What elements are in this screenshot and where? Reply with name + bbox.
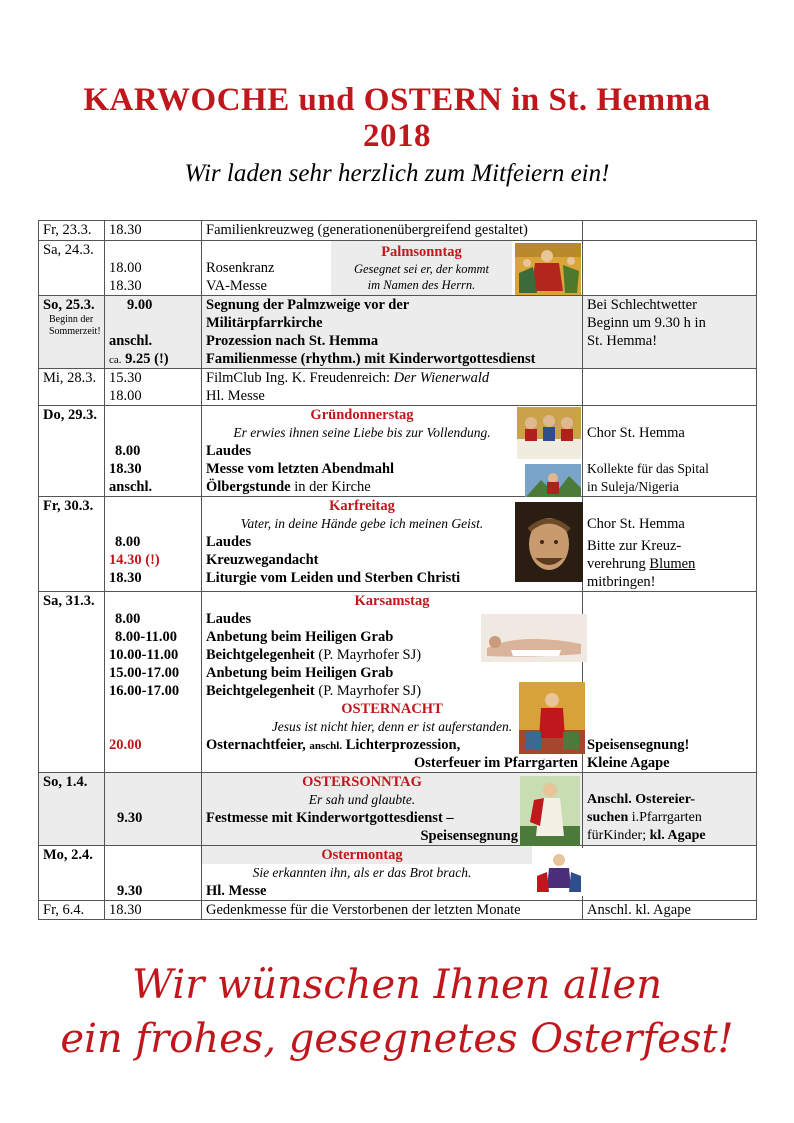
last-supper-painting-icon <box>517 407 581 459</box>
risen-christ-painting-icon <box>520 776 580 848</box>
day-cell <box>39 406 105 497</box>
time-label: 9.00 <box>127 297 153 313</box>
note-cell <box>583 406 757 497</box>
table-row <box>39 901 757 920</box>
feast-title: Gründonnerstag <box>310 407 414 423</box>
note-label: Chor St. Hemma <box>587 425 685 441</box>
day-label: Sa, 31.3. <box>43 593 95 609</box>
event-cell <box>202 296 583 369</box>
motto-line: Sie erkannten ihn, als er das Brot brach. <box>252 865 472 880</box>
event-label: Laudes <box>206 611 252 627</box>
event-label: VA-Messe <box>206 278 267 294</box>
time-label: 8.00 <box>115 611 141 627</box>
event-label: Hl. Messe <box>206 388 265 404</box>
time-cell <box>105 369 202 406</box>
event-cell <box>202 406 583 497</box>
christ-in-tomb-painting-icon <box>481 614 587 662</box>
event-label: (P. Mayrhofer SJ) <box>314 683 422 699</box>
day-label: Mo, 2.4. <box>43 847 93 863</box>
table-row <box>39 592 757 773</box>
feast-title: Ostermontag <box>321 847 403 863</box>
event-label: , <box>302 737 310 753</box>
motto-line: im Namen des Herrn. <box>367 278 476 292</box>
event-label: Anbetung beim Heiligen Grab <box>206 665 394 681</box>
table-row <box>39 406 757 497</box>
feast-title: OSTERSONNTAG <box>302 774 422 790</box>
note-cell <box>583 296 757 369</box>
note-label: Chor St. Hemma <box>587 516 685 532</box>
motto-line: Er erwies ihnen seine Liebe bis zur Vollendung. <box>233 425 491 440</box>
note-cell <box>583 846 757 901</box>
page-subtitle: Wir laden sehr herzlich zum Mitfeiern ein! <box>184 160 610 187</box>
event-label: Laudes <box>206 443 252 459</box>
feast-title: Palmsonntag <box>381 244 462 260</box>
time-label: 9.30 <box>117 810 143 826</box>
page-title-line1: KARWOCHE und OSTERN in St. Hemma <box>83 82 711 118</box>
film-title: Der Wienerwald <box>393 370 490 386</box>
note-link: Blumen <box>649 556 696 572</box>
day-note: Beginn der <box>49 314 94 325</box>
time-label: 8.00 <box>115 443 141 459</box>
day-note: Sommerzeit! <box>49 326 101 337</box>
resurrection-painting-icon <box>519 682 585 754</box>
time-cell <box>105 296 202 369</box>
event-label: Festmesse mit Kinderwortgottesdienst – <box>206 810 454 826</box>
day-cell <box>39 773 105 846</box>
time-label: 18.00 <box>109 388 142 404</box>
time-label: 18.30 <box>109 461 142 477</box>
table-row <box>39 221 757 241</box>
note-label: Speisensegnung! <box>587 737 690 753</box>
note-label: Kleine Agape <box>587 755 670 771</box>
table-row <box>39 773 757 846</box>
day-cell <box>39 846 105 901</box>
time-label: 14.30 (!) <box>109 552 160 568</box>
event-label: Beichtgelegenheit <box>206 683 315 699</box>
note-cell <box>583 221 757 241</box>
table-row <box>39 241 757 296</box>
event-label: Laudes <box>206 534 252 550</box>
day-label: So, 25.3. <box>43 297 95 313</box>
event-label: anschl. <box>309 740 343 752</box>
schedule-table <box>38 220 757 920</box>
note-cell: Anschl. kl. Agape <box>583 901 757 920</box>
event-cell: Familienkreuzweg (generationenübergreifend gestaltet) <box>202 221 583 241</box>
day-cell: Mi, 28.3. <box>39 369 105 406</box>
note-label: fürKinder; <box>587 828 650 843</box>
time-prefix: ca. <box>109 354 122 366</box>
feast-title: Karsamstag <box>354 593 430 609</box>
time-label: 18.30 <box>109 570 142 586</box>
note-cell <box>583 497 757 592</box>
time-label: 18.30 <box>109 278 142 294</box>
day-cell <box>39 241 105 296</box>
time-label: 16.00-17.00 <box>109 683 180 699</box>
time-label: 9.25 (!) <box>125 351 169 367</box>
note-label: Bei Schlechtwetter <box>587 297 697 313</box>
event-label: Militärpfarrkirche <box>206 315 323 331</box>
time-cell <box>105 497 202 592</box>
time-cell <box>105 241 202 296</box>
mount-of-olives-painting-icon <box>525 464 581 498</box>
event-cell <box>202 846 583 901</box>
note-label: Beginn um 9.30 h in <box>587 315 706 331</box>
note-label: suchen <box>587 810 629 825</box>
note-cell <box>583 773 757 846</box>
event-cell <box>202 241 583 296</box>
event-label: Lichterprozession, <box>342 737 461 753</box>
event-label: Segnung der Palmzweige vor der <box>206 297 410 313</box>
time-label: 18.00 <box>109 260 142 276</box>
event-label: Beichtgelegenheit <box>206 647 315 663</box>
note-label: kl. Agape <box>649 828 706 843</box>
time-label: 10.00-11.00 <box>109 647 179 663</box>
event-label: Prozession nach St. Hemma <box>206 333 379 349</box>
day-cell: Fr, 23.3. <box>39 221 105 241</box>
note-label: St. Hemma! <box>587 333 658 349</box>
time-label: anschl. <box>109 479 153 495</box>
note-label: i.Pfarrgarten <box>628 810 702 825</box>
day-label: Fr, 30.3. <box>43 498 94 514</box>
easter-greeting-line2: ein frohes, gesegnetes Osterfest! <box>60 1016 734 1062</box>
event-cell <box>202 369 583 406</box>
day-label: So, 1.4. <box>43 774 88 790</box>
event-cell <box>202 497 583 592</box>
event-label: (P. Mayrhofer SJ) <box>314 647 422 663</box>
day-cell <box>39 497 105 592</box>
event-label: Familienmesse (rhythm.) mit Kinderwortgottesdienst <box>206 351 536 367</box>
event-label: FilmClub Ing. K. Freudenreich: <box>206 370 394 386</box>
day-label: Sa, 24.3. <box>43 242 94 258</box>
time-label: anschl. <box>109 333 153 349</box>
event-label: Hl. Messe <box>206 883 267 899</box>
feast-title: Karfreitag <box>329 498 395 514</box>
time-cell <box>105 592 202 773</box>
easter-greeting-line1: Wir wünschen Ihnen allen <box>132 962 662 1008</box>
note-label: in Suleja/Nigeria <box>587 479 679 494</box>
time-cell <box>105 773 202 846</box>
table-row <box>39 369 757 406</box>
event-cell <box>202 592 583 773</box>
christ-crown-of-thorns-painting-icon <box>515 502 583 582</box>
page-title-line2: 2018 <box>363 118 431 154</box>
motto-line: Vater, in deine Hände gebe ich meinen Geist. <box>240 516 484 531</box>
palm-sunday-painting-icon <box>515 243 581 295</box>
event-label: Osternachtfeier <box>206 737 303 753</box>
time-label: 8.00-11.00 <box>115 629 178 645</box>
time-label: 9.30 <box>117 883 143 899</box>
time-cell: 18.30 <box>105 901 202 920</box>
day-cell: Fr, 6.4. <box>39 901 105 920</box>
time-label: 15.30 <box>109 370 142 386</box>
motto-line: Jesus ist nicht hier, denn er ist auferstanden. <box>271 719 513 734</box>
day-cell <box>39 296 105 369</box>
note-cell <box>583 241 757 296</box>
note-label: mitbringen! <box>587 574 656 590</box>
event-cell: Gedenkmesse für die Verstorbenen der letzten Monate <box>202 901 583 920</box>
feast-title: OSTERNACHT <box>341 701 443 717</box>
table-row <box>39 846 757 901</box>
time-label: 15.00-17.00 <box>109 665 180 681</box>
event-cell <box>202 773 583 846</box>
event-label: in der Kirche <box>290 479 371 495</box>
motto-line: Gesegnet sei er, der kommt <box>353 262 490 276</box>
time-label: 20.00 <box>109 737 142 753</box>
event-label: Speisensegnung <box>420 828 518 844</box>
motto-line: Er sah und glaubte. <box>308 792 416 807</box>
day-label: Do, 29.3. <box>43 407 97 423</box>
event-label: Anbetung beim Heiligen Grab <box>206 629 394 645</box>
note-cell <box>583 592 757 773</box>
note-cell <box>583 369 757 406</box>
time-label: 8.00 <box>115 534 141 550</box>
note-label: Anschl. Ostereier- <box>587 792 696 807</box>
event-label: Osterfeuer im Pfarrgarten <box>414 755 578 771</box>
note-label: verehrung <box>587 556 650 572</box>
emmaus-painting-icon <box>535 848 583 896</box>
event-label: Ölbergstunde <box>206 479 291 495</box>
event-label: Messe vom letzten Abendmahl <box>206 461 395 477</box>
table-row <box>39 296 757 369</box>
note-label: Kollekte für das Spital <box>587 461 709 476</box>
time-cell: 18.30 <box>105 221 202 241</box>
note-label: Bitte zur Kreuz- <box>587 538 682 554</box>
event-label: Kreuzwegandacht <box>206 552 319 568</box>
time-cell <box>105 406 202 497</box>
time-cell <box>105 846 202 901</box>
event-label: Liturgie vom Leiden und Sterben Christi <box>206 570 461 586</box>
event-label: Rosenkranz <box>206 260 275 276</box>
table-row <box>39 497 757 592</box>
day-cell <box>39 592 105 773</box>
